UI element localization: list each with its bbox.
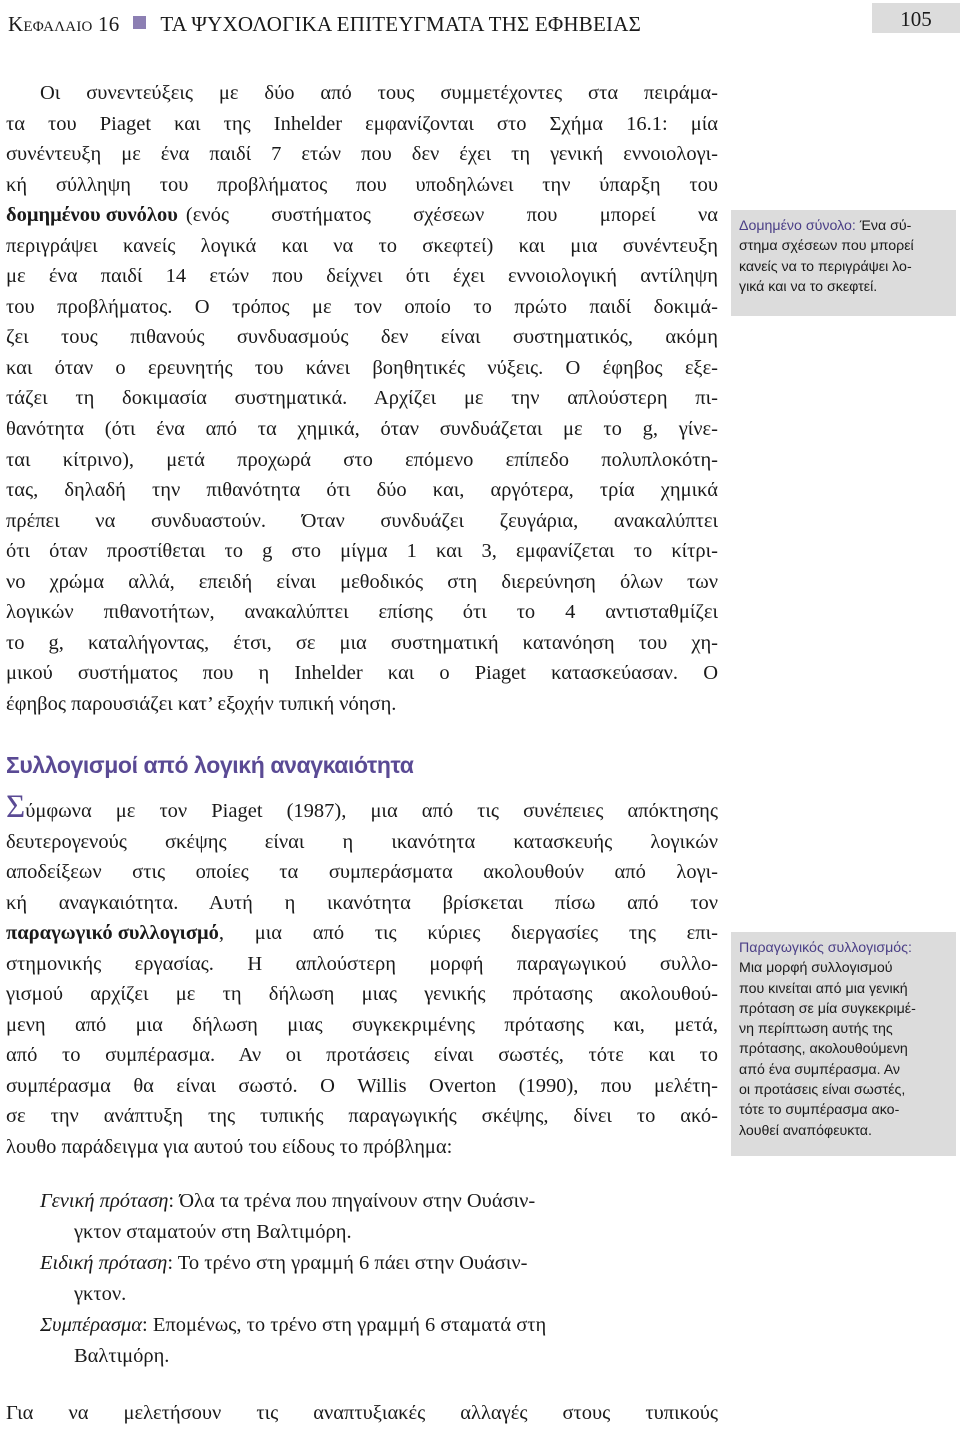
example-text: : Το τρένο στη γραμμή 6 πάει στην Ουάσιν- [167,1252,528,1274]
example-label: Γενική πρόταση [40,1190,169,1212]
example-continuation: Βαλτιμόρη. [74,1345,170,1367]
key-term: παραγωγικό συλλογισμό [6,922,219,945]
text-line-rest: , μια από τις κύριες διεργασίες της επι- [218,922,718,945]
section-heading: Συλλογισμοί από λογική αναγκαιότητα [6,752,414,778]
drop-cap: Σ [6,789,26,825]
glossary-line: πρότασης, ακολουθούμενη [739,1041,908,1058]
text-line: μενη από μια δήλωση μιας συγκεκριμένης πρότασης και, μετά, [6,1013,718,1036]
text-line: ότι όταν προστίθεται το g στο μίγμα 1 και 3, εμφανίζεται το κίτρι- [6,540,718,563]
glossary-line [739,216,952,236]
text-line: με ένα παιδί 14 ετών που δείχνει ότι έχει εννοιολογική αντίληψη [6,265,718,288]
example-continuation: γκτον. [74,1283,127,1305]
text-line: λογικών πιθανοτήτων, ανακαλύπτει επίσης ότι το 4 αντισταθμίζει [6,601,718,624]
text-line: συνέντευξη με ένα παιδί 7 ετών που δεν έχει τη γενική εννοιολογι- [6,143,718,166]
glossary-line: κανείς να το περιγράψει λο- [739,258,912,275]
text-line: από το συμπέρασμα. Αν οι προτάσεις είναι σωστές, τότε και το [6,1044,718,1067]
body-paragraph-3 [6,1398,718,1429]
chapter-label: Κεφαλαιο 16 [8,12,120,36]
key-term: δομημένου συνόλου [6,204,178,227]
glossary-text: Ένα σύ- [859,218,912,234]
text-line: του προβλήματος. Ο τρόπος με τον οποίο το πρώτο παιδί δοκιμά- [6,295,718,318]
margin-glossary-note-1 [731,210,956,316]
glossary-line: που κινείται από μια γενική [739,980,908,997]
text-line [6,789,718,827]
example-text: : Επομένως, το τρένο στη γραμμή 6 σταματά στη [142,1314,547,1336]
glossary-line: τότε το συμπέρασμα ακο- [739,1102,900,1119]
text-line: τας, δηλαδή την πιθανότητα ότι δύο και, αργότερα, τρία χημικά [6,479,718,502]
glossary-line: λουθεί αναπόφευκτα. [739,1122,872,1139]
glossary-line: γικά και να το σκεφτεί. [739,278,878,295]
text-line: σε την ανάπτυξη της τυπικής παραγωγικής σκέψης, δίνει το ακό- [6,1105,718,1128]
body-paragraph-1 [6,78,718,719]
text-line: μικού συστήματος που η Inhelder και ο Piaget κατασκεύασαν. Ο [6,662,718,685]
glossary-line: στημα σχέσεων που μπορεί [739,238,914,255]
text-line: κή σύλληψη του προβλήματος που υποδηλώνει την ύπαρξη του [6,173,718,196]
text-line: τα του Piaget και της Inhelder εμφανίζονται στο Σχήμα 16.1: μία [6,112,718,135]
text-line: περιγράψει κανείς λογικά και να το σκεφτεί) και μια συνέντευξη [6,234,718,257]
margin-glossary-note-2 [731,932,956,1156]
text-line: κή αναγκαιότητα. Αυτή η ικανότητα βρίσκεται πίσω από τον [6,891,718,914]
square-bullet-icon [133,16,146,29]
glossary-term: Δομημένο σύνολο: [739,218,856,234]
example-label: Συμπέρασμα [40,1314,142,1336]
glossary-term: Παραγωγικός συλλογισμός: [739,940,912,956]
text-line: το g, καταλήγοντας, έτσι, σε μια συστηματική κατανόηση του χη- [6,631,718,654]
chapter-title-line [8,12,641,37]
glossary-line: πρόταση σε μία συγκεκριμέ- [739,1000,916,1017]
text-line: πρέπει να συνδυαστούν. Όταν συνδυάζει ζευγάρια, ανακαλύπτει [6,509,718,532]
text-line-rest: (ενός συστήματος σχέσεων που μπορεί να [185,204,718,227]
text-line: γισμού αρχίζει με τη δήλωση μιας γενικής πρότασης ακολουθού- [6,983,718,1006]
text-line: αποδείξεων στις οποίες τα συμπεράσματα ακολουθούν από λογι- [6,861,718,884]
text-line-rest: ύμφωνα με τον Piaget (1987), μια από τις συνέπειες απόκτησης [25,800,718,822]
text-line: θανότητα (ότι ένα από τα χημικά, όταν συνδυάζεται με το g, γίνε- [6,418,718,441]
text-line: ζει τους πιθανούς συνδυασμούς δεν είναι συστηματικός, ακόμη [6,326,718,349]
body-paragraph-2 [6,789,718,1163]
glossary-line: οι προτάσεις είναι σωστές, [739,1082,906,1099]
example-continuation: γκτον σταματούν στη Βαλτιμόρη. [74,1221,352,1243]
text-line: έφηβος παρουσιάζει κατ’ εξοχήν τυπική νόηση. [6,692,397,715]
example-label: Ειδική πρόταση [40,1252,168,1274]
example-text: : Όλα τα τρένα που πηγαίνουν στην Ουάσιν- [168,1190,536,1212]
text-line: Οι συνεντεύξεις με δύο από τους συμμετέχοντες στα πειράμα- [40,82,718,104]
chapter-title: ΤΑ ΨΥΧΟΛΟΓΙΚΑ ΕΠΙΤΕΥΓΜΑΤΑ ΤΗΣ ΕΦΗΒΕΙΑΣ [160,12,642,36]
page-number: 105 [872,3,960,33]
running-header [0,0,960,48]
text-line: λουθο παράδειγμα για αυτού του είδους το πρόβλημα: [6,1136,453,1159]
text-line: Για να μελετήσουν τις αναπτυξιακές αλλαγές στους τυπικούς [6,1402,718,1424]
example-line [40,1248,720,1279]
text-line [6,918,718,949]
text-line: στημονικής εργασίας. Η απλούστερη μορφή παραγωγικού συλλο- [6,952,718,975]
example-line [40,1310,720,1341]
syllogism-example [40,1186,720,1372]
text-line: και όταν ο ερευνητής του κάνει βοηθητικές νύξεις. Ο έφηβος εξε- [6,356,718,379]
glossary-line: Μια μορφή συλλογισμού [739,960,893,977]
text-line [6,200,718,231]
text-line: δευτερογενούς σκέψης είναι η ικανότητα κατασκευής λογικών [6,830,718,853]
text-line: νο χρώμα αλλά, επειδή είναι μεθοδικός στη διερεύνηση όλων των [6,570,718,593]
glossary-line: από ένα συμπέρασμα. Αν [739,1061,900,1078]
text-line: συμπέρασμα θα είναι σωστό. Ο Willis Overton (1990), που μελέτη- [6,1074,718,1097]
text-line: τάζει τη δοκιμασία συστηματικά. Αρχίζει με την απλούστερη πι- [6,387,718,410]
glossary-line: νη περίπτωση αυτής της [739,1021,893,1038]
example-line [40,1186,720,1217]
text-line: ται κίτρινο), μετά προχωρά στο επόμενο επίπεδο πολυπλοκότη- [6,448,718,471]
